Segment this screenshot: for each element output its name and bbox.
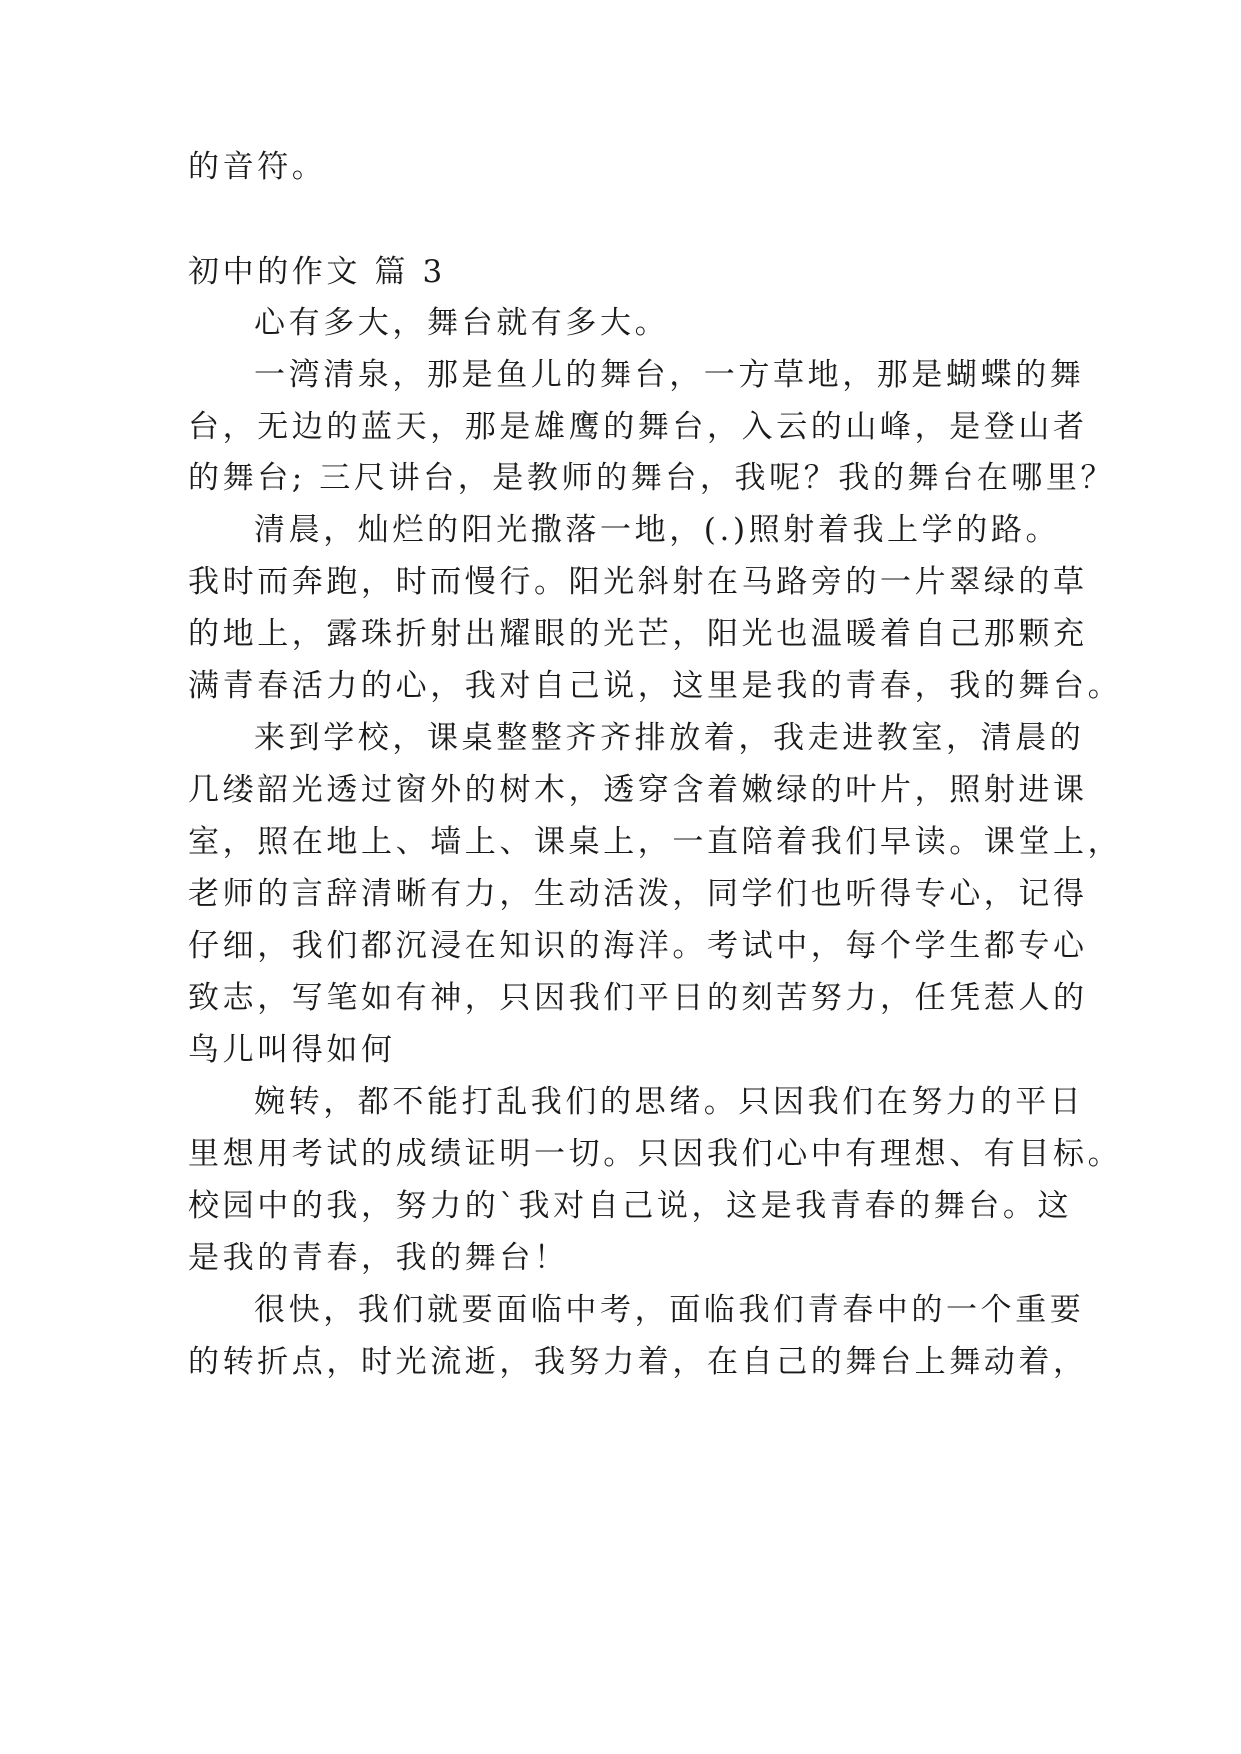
text-line: 我时而奔跑，时而慢行。阳光斜射在马路旁的一片翠绿的草: [188, 564, 1088, 600]
text-line: 的音符。: [188, 149, 327, 185]
text-line: 是我的青春，我的舞台！: [188, 1240, 569, 1276]
text-line: 室，照在地上、墙上、课桌上，一直陪着我们早读。课堂上，: [188, 824, 1123, 860]
paragraph-first-line: 清晨，灿烂的阳光撒落一地，(.)照射着我上学的路。: [254, 512, 1061, 548]
text-line: 的地上，露珠折射出耀眼的光芒，阳光也温暖着自己那颗充: [188, 616, 1088, 652]
section-heading: 初中的作文 篇 3: [188, 254, 446, 290]
text-line: 里想用考试的成绩证明一切。只因我们心中有理想、有目标。: [188, 1136, 1123, 1172]
text-line: 致志，写笔如有神，只因我们平日的刻苦努力，任凭惹人的: [188, 980, 1088, 1016]
paragraph-first-line: 很快，我们就要面临中考，面临我们青春中的一个重要: [254, 1292, 1085, 1328]
text-line: 的舞台; 三尺讲台，是教师的舞台，我呢？我的舞台在哪里？: [188, 460, 1116, 496]
text-line: 台，无边的蓝天，那是雄鹰的舞台，入云的山峰，是登山者: [188, 409, 1088, 445]
text-line: 校园中的我，努力的`我对自己说，这是我青春的舞台。这: [188, 1188, 1073, 1224]
text-line: 满青春活力的心，我对自己说，这里是我的青春，我的舞台。: [188, 668, 1123, 704]
text-line: 几缕韶光透过窗外的树木，透穿含着嫩绿的叶片，照射进课: [188, 772, 1088, 808]
paragraph-first-line: 心有多大，舞台就有多大。: [254, 305, 670, 341]
paragraph-first-line: 一湾清泉，那是鱼儿的舞台，一方草地，那是蝴蝶的舞: [254, 357, 1085, 393]
text-line: 老师的言辞清晰有力，生动活泼，同学们也听得专心，记得: [188, 876, 1088, 912]
text-line: 鸟儿叫得如何: [188, 1032, 396, 1068]
paragraph-first-line: 婉转，都不能打乱我们的思绪。只因我们在努力的平日: [254, 1084, 1085, 1120]
text-line: 的转折点，时光流逝，我努力着，在自己的舞台上舞动着，: [188, 1344, 1088, 1380]
paragraph-first-line: 来到学校，课桌整整齐齐排放着，我走进教室，清晨的: [254, 720, 1085, 756]
text-line: 仔细，我们都沉浸在知识的海洋。考试中，每个学生都专心: [188, 928, 1088, 964]
